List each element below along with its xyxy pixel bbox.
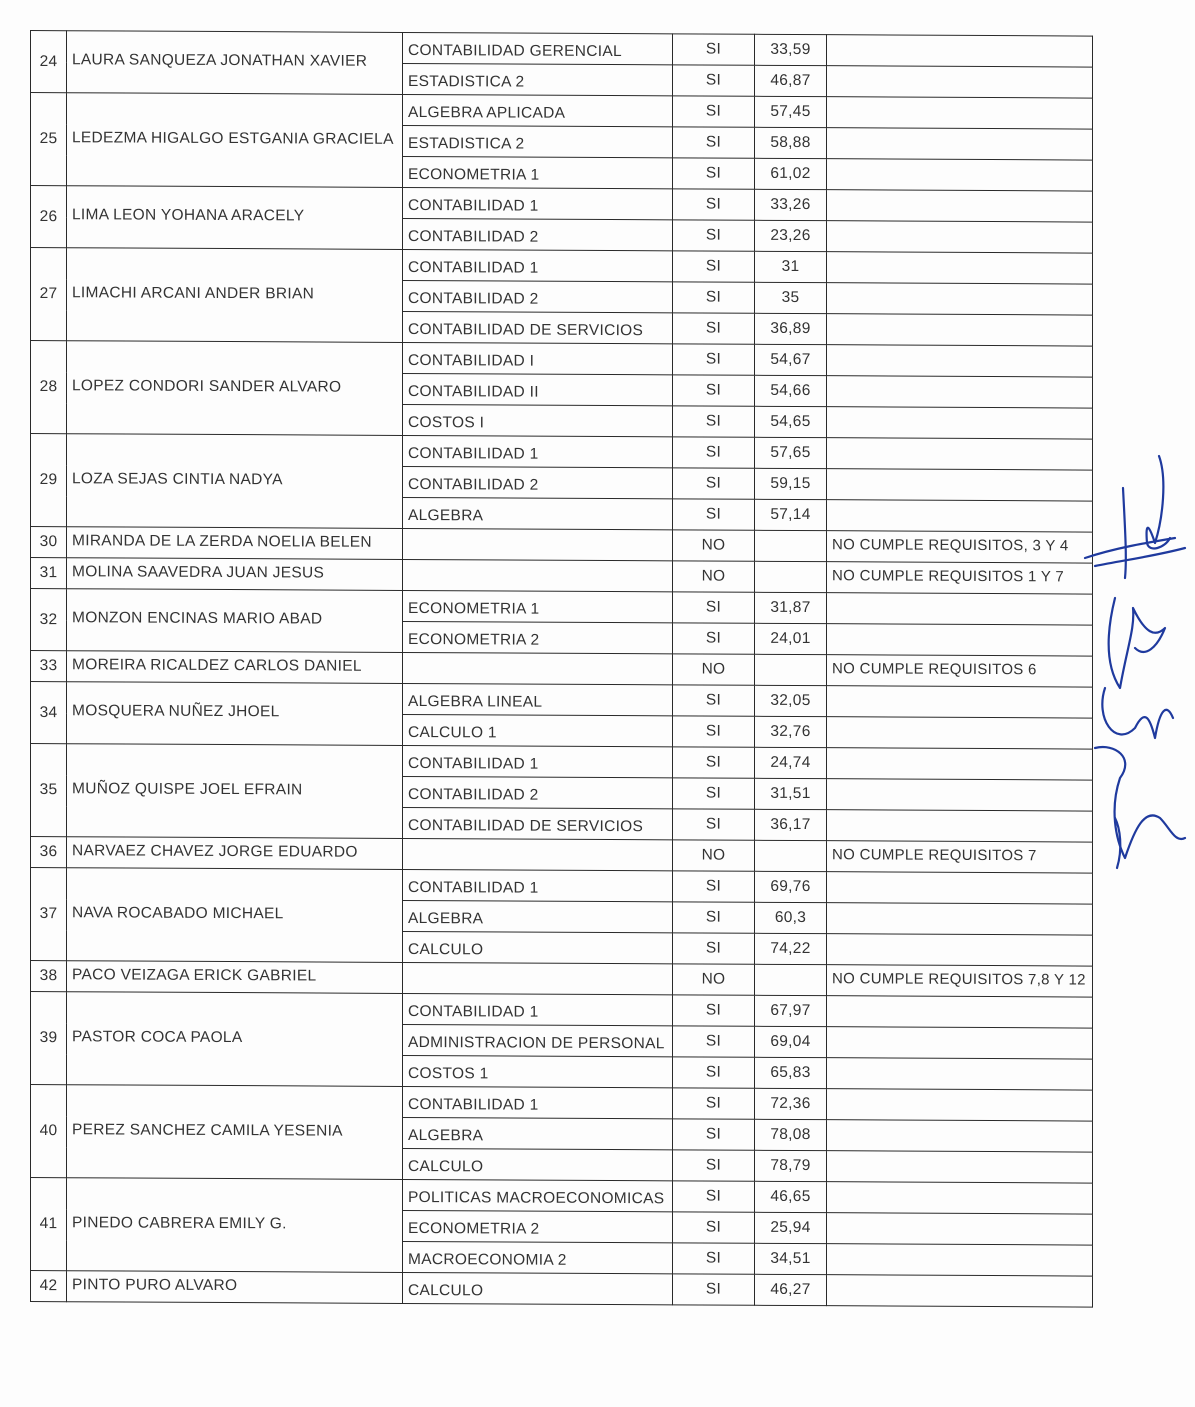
score-cell [755, 530, 827, 561]
score-cell: 23,26 [755, 220, 827, 251]
subject-cell: CONTABILIDAD 2 [403, 776, 673, 808]
table-row [31, 434, 1093, 471]
status-cell: NO [673, 840, 755, 871]
note-cell: NO CUMPLE REQUISITOS 7,8 Y 12 [827, 965, 1093, 997]
subject-cell: ALGEBRA APLICADA [403, 94, 673, 126]
subject-cell: MACROECONOMIA 2 [403, 1241, 673, 1273]
row-number: 35 [31, 744, 67, 837]
note-cell [827, 593, 1093, 625]
status-cell: SI [673, 344, 755, 375]
row-number: 24 [31, 31, 67, 93]
note-cell [827, 996, 1093, 1028]
note-cell [827, 438, 1093, 470]
student-name: NARVAEZ CHAVEZ JORGE EDUARDO [67, 837, 403, 870]
score-cell: 36,17 [755, 809, 827, 840]
status-cell: SI [673, 592, 755, 623]
row-number: 29 [31, 434, 67, 527]
status-cell: SI [673, 1181, 755, 1212]
row-number: 27 [31, 248, 67, 341]
status-cell: SI [673, 1243, 755, 1274]
table-row [31, 744, 1093, 781]
row-number: 41 [31, 1178, 67, 1271]
status-cell: SI [673, 158, 755, 189]
student-name: PASTOR COCA PAOLA [67, 992, 403, 1087]
note-cell [827, 252, 1093, 284]
score-cell: 31,51 [755, 778, 827, 809]
note-cell [827, 190, 1093, 222]
score-cell [755, 840, 827, 871]
status-cell: SI [673, 623, 755, 654]
score-cell: 72,36 [755, 1088, 827, 1119]
subject-cell: CONTABILIDAD 1 [403, 869, 673, 901]
note-cell [827, 221, 1093, 253]
subject-cell: ECONOMETRIA 1 [403, 156, 673, 188]
status-cell: SI [673, 685, 755, 716]
status-cell: SI [673, 437, 755, 468]
score-cell: 35 [755, 282, 827, 313]
note-cell [827, 717, 1093, 749]
score-cell: 32,76 [755, 716, 827, 747]
row-number: 31 [31, 558, 67, 589]
status-cell: SI [673, 933, 755, 964]
status-cell: SI [673, 995, 755, 1026]
subject-cell: CONTABILIDAD 1 [403, 993, 673, 1025]
table-body [31, 31, 1093, 1308]
note-cell [827, 779, 1093, 811]
score-cell: 32,05 [755, 685, 827, 716]
table-row [31, 186, 1093, 223]
row-number: 26 [31, 186, 67, 248]
note-cell [827, 1244, 1093, 1276]
student-name: LIMACHI ARCANI ANDER BRIAN [67, 248, 403, 343]
status-cell: SI [673, 96, 755, 127]
score-cell: 31,87 [755, 592, 827, 623]
student-name: LEDEZMA HIGALGO ESTGANIA GRACIELA [67, 93, 403, 188]
note-cell [827, 934, 1093, 966]
row-number: 32 [31, 589, 67, 651]
score-cell: 61,02 [755, 158, 827, 189]
note-cell [827, 345, 1093, 377]
note-cell [827, 1275, 1093, 1307]
subject-cell: CONTABILIDAD 1 [403, 187, 673, 219]
subject-cell: ECONOMETRIA 2 [403, 1210, 673, 1242]
row-number: 30 [31, 527, 67, 558]
score-cell: 24,01 [755, 623, 827, 654]
note-cell [827, 810, 1093, 842]
status-cell: SI [673, 1274, 755, 1305]
note-cell [827, 35, 1093, 67]
status-cell: NO [673, 964, 755, 995]
note-cell [827, 686, 1093, 718]
score-cell: 69,76 [755, 871, 827, 902]
score-cell: 78,08 [755, 1119, 827, 1150]
note-cell [827, 903, 1093, 935]
row-number: 37 [31, 868, 67, 961]
score-cell: 31 [755, 251, 827, 282]
subject-cell [403, 559, 673, 591]
subject-cell: ALGEBRA [403, 497, 673, 529]
status-cell: SI [673, 1057, 755, 1088]
score-cell: 69,04 [755, 1026, 827, 1057]
student-name: LOZA SEJAS CINTIA NADYA [67, 434, 403, 529]
note-cell [827, 283, 1093, 315]
note-cell [827, 500, 1093, 532]
row-number: 36 [31, 837, 67, 868]
score-cell [755, 561, 827, 592]
subject-cell: CONTABILIDAD 2 [403, 218, 673, 250]
status-cell: SI [673, 375, 755, 406]
subject-cell [403, 528, 673, 560]
status-cell: SI [673, 1026, 755, 1057]
results-table [30, 30, 1093, 1308]
score-cell [755, 654, 827, 685]
subject-cell: ALGEBRA [403, 900, 673, 932]
table-row [31, 31, 1093, 68]
subject-cell: CONTABILIDAD I [403, 342, 673, 374]
note-cell [827, 376, 1093, 408]
score-cell: 33,59 [755, 34, 827, 65]
student-name: MUÑOZ QUISPE JOEL EFRAIN [67, 744, 403, 839]
note-cell [827, 1120, 1093, 1152]
subject-cell: ESTADISTICA 2 [403, 125, 673, 157]
table-row [31, 1271, 1093, 1308]
score-cell: 46,27 [755, 1274, 827, 1305]
status-cell: SI [673, 716, 755, 747]
status-cell: SI [673, 1150, 755, 1181]
score-cell: 58,88 [755, 127, 827, 158]
student-name: PINTO PURO ALVARO [67, 1271, 403, 1304]
subject-cell: CALCULO 1 [403, 714, 673, 746]
student-name: MOREIRA RICALDEZ CARLOS DANIEL [67, 651, 403, 684]
status-cell: SI [673, 778, 755, 809]
status-cell: NO [673, 654, 755, 685]
note-cell [827, 314, 1093, 346]
table-row [31, 589, 1093, 626]
student-name: LIMA LEON YOHANA ARACELY [67, 186, 403, 250]
score-cell: 57,45 [755, 96, 827, 127]
score-cell: 25,94 [755, 1212, 827, 1243]
status-cell: SI [673, 499, 755, 530]
status-cell: SI [673, 871, 755, 902]
student-name: NAVA ROCABADO MICHAEL [67, 868, 403, 963]
score-cell: 67,97 [755, 995, 827, 1026]
subject-cell: CONTABILIDAD II [403, 373, 673, 405]
score-cell: 60,3 [755, 902, 827, 933]
note-cell [827, 159, 1093, 191]
status-cell: SI [673, 1088, 755, 1119]
row-number: 28 [31, 341, 67, 434]
score-cell: 65,83 [755, 1057, 827, 1088]
subject-cell: ECONOMETRIA 2 [403, 621, 673, 653]
student-name: LOPEZ CONDORI SANDER ALVARO [67, 341, 403, 436]
status-cell: NO [673, 530, 755, 561]
note-cell [827, 66, 1093, 98]
row-number: 34 [31, 682, 67, 744]
status-cell: SI [673, 220, 755, 251]
subject-cell: CALCULO [403, 1272, 673, 1304]
note-cell [827, 407, 1093, 439]
note-cell: NO CUMPLE REQUISITOS 6 [827, 655, 1093, 687]
student-name: PEREZ SANCHEZ CAMILA YESENIA [67, 1085, 403, 1180]
row-number: 42 [31, 1271, 67, 1302]
note-cell [827, 1089, 1093, 1121]
subject-cell [403, 962, 673, 994]
score-cell: 54,65 [755, 406, 827, 437]
status-cell: SI [673, 313, 755, 344]
row-number: 40 [31, 1085, 67, 1178]
student-name: PINEDO CABRERA EMILY G. [67, 1178, 403, 1273]
status-cell: SI [673, 251, 755, 282]
score-cell: 24,74 [755, 747, 827, 778]
subject-cell: ALGEBRA LINEAL [403, 683, 673, 715]
score-cell: 59,15 [755, 468, 827, 499]
score-cell: 36,89 [755, 313, 827, 344]
score-cell: 34,51 [755, 1243, 827, 1274]
subject-cell: ESTADISTICA 2 [403, 63, 673, 95]
note-cell [827, 1213, 1093, 1245]
subject-cell: CALCULO [403, 931, 673, 963]
table-row [31, 93, 1093, 130]
subject-cell: CALCULO [403, 1148, 673, 1180]
student-name: MOLINA SAAVEDRA JUAN JESUS [67, 558, 403, 591]
score-cell: 46,87 [755, 65, 827, 96]
status-cell: NO [673, 561, 755, 592]
student-name: MIRANDA DE LA ZERDA NOELIA BELEN [67, 527, 403, 560]
table-row [31, 1085, 1093, 1122]
subject-cell: CONTABILIDAD 1 [403, 435, 673, 467]
subject-cell: CONTABILIDAD GERENCIAL [403, 32, 673, 64]
note-cell: NO CUMPLE REQUISITOS, 3 Y 4 [827, 531, 1093, 563]
score-cell [755, 964, 827, 995]
score-cell: 74,22 [755, 933, 827, 964]
row-number: 38 [31, 961, 67, 992]
status-cell: SI [673, 902, 755, 933]
status-cell: SI [673, 1212, 755, 1243]
status-cell: SI [673, 34, 755, 65]
table-row [31, 868, 1093, 905]
note-cell [827, 97, 1093, 129]
note-cell [827, 469, 1093, 501]
table-row [31, 1178, 1093, 1215]
status-cell: SI [673, 127, 755, 158]
score-cell: 54,66 [755, 375, 827, 406]
status-cell: SI [673, 282, 755, 313]
note-cell: NO CUMPLE REQUISITOS 1 Y 7 [827, 562, 1093, 594]
status-cell: SI [673, 189, 755, 220]
note-cell [827, 1151, 1093, 1183]
status-cell: SI [673, 406, 755, 437]
row-number: 33 [31, 651, 67, 682]
subject-cell: COSTOS 1 [403, 1055, 673, 1087]
subject-cell: ECONOMETRIA 1 [403, 590, 673, 622]
note-cell [827, 748, 1093, 780]
subject-cell [403, 652, 673, 684]
student-name: PACO VEIZAGA ERICK GABRIEL [67, 961, 403, 994]
score-cell: 54,67 [755, 344, 827, 375]
score-cell: 46,65 [755, 1181, 827, 1212]
score-cell: 33,26 [755, 189, 827, 220]
note-cell [827, 1027, 1093, 1059]
student-name: MOSQUERA NUÑEZ JHOEL [67, 682, 403, 746]
row-number: 25 [31, 93, 67, 186]
note-cell: NO CUMPLE REQUISITOS 7 [827, 841, 1093, 873]
subject-cell: CONTABILIDAD 1 [403, 745, 673, 777]
status-cell: SI [673, 747, 755, 778]
subject-cell: COSTOS I [403, 404, 673, 436]
note-cell [827, 128, 1093, 160]
status-cell: SI [673, 1119, 755, 1150]
subject-cell [403, 838, 673, 870]
handwritten-signatures [1075, 448, 1195, 888]
score-cell: 78,79 [755, 1150, 827, 1181]
note-cell [827, 872, 1093, 904]
table-row [31, 992, 1093, 1029]
student-name: MONZON ENCINAS MARIO ABAD [67, 589, 403, 653]
subject-cell: ALGEBRA [403, 1117, 673, 1149]
subject-cell: POLITICAS MACROECONOMICAS [403, 1179, 673, 1211]
subject-cell: CONTABILIDAD 1 [403, 249, 673, 281]
note-cell [827, 1058, 1093, 1090]
student-name: LAURA SANQUEZA JONATHAN XAVIER [67, 31, 403, 95]
status-cell: SI [673, 809, 755, 840]
table-row [31, 682, 1093, 719]
status-cell: SI [673, 468, 755, 499]
status-cell: SI [673, 65, 755, 96]
note-cell [827, 1182, 1093, 1214]
subject-cell: CONTABILIDAD 2 [403, 466, 673, 498]
subject-cell: ADMINISTRACION DE PERSONAL [403, 1024, 673, 1056]
table-row [31, 341, 1093, 378]
table-row [31, 248, 1093, 285]
row-number: 39 [31, 992, 67, 1085]
subject-cell: CONTABILIDAD 1 [403, 1086, 673, 1118]
score-cell: 57,14 [755, 499, 827, 530]
subject-cell: CONTABILIDAD DE SERVICIOS [403, 311, 673, 343]
subject-cell: CONTABILIDAD 2 [403, 280, 673, 312]
note-cell [827, 624, 1093, 656]
subject-cell: CONTABILIDAD DE SERVICIOS [403, 807, 673, 839]
score-cell: 57,65 [755, 437, 827, 468]
